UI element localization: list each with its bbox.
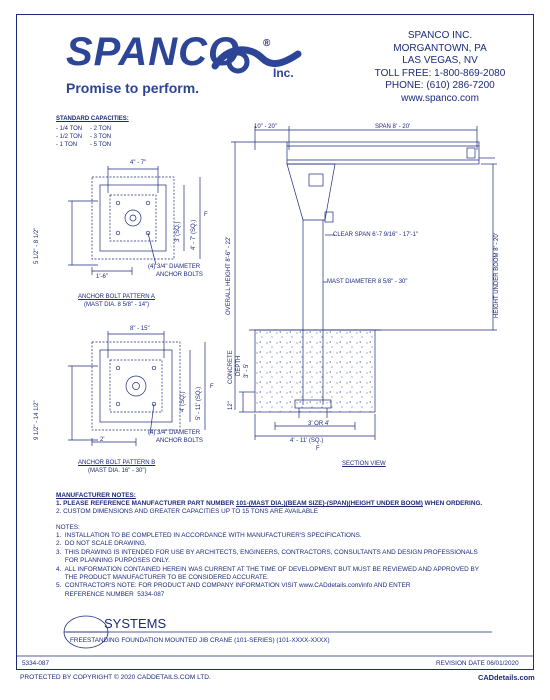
capacity-row <box>56 125 120 133</box>
section-depth: DEPTH <box>236 355 242 376</box>
company-tollfree: TOLL FREE: 1-800-869-2080 <box>374 67 506 79</box>
note-line: 4. ALL INFORMATION CONTAINED HEREIN WAS CURRENT AT THE TIME OF DEVELOPMENT BUT MUST BE REVIEWED AND APPROVED BY <box>56 565 480 573</box>
notes-list <box>56 532 479 599</box>
company-phone: PHONE: (610) 286-7200 <box>385 80 495 92</box>
manufacturer-note-1-b: 101-(MAST DIA.)(BEAM SIZE)-(SPAN)(HEIGHT UNDER BOOM) <box>235 500 423 507</box>
title-systems: SYSTEMS <box>104 616 167 631</box>
section-height-under-boom: HEIGHT UNDER BOOM 8' - 20' <box>494 233 500 318</box>
section-clear-span: CLEAR SPAN 6'-7 9/16" - 17'-1" <box>333 232 419 238</box>
note-line: 2. DO NOT SCALE DRAWING. <box>56 540 147 548</box>
capacity-cell: - 1/2 TON <box>56 134 83 140</box>
pattern-a-bolts: (4) 3/4" DIAMETER <box>148 264 201 270</box>
capacity-cell: - 3 TON <box>90 134 112 140</box>
pattern-b-dim-bottom: 2' <box>100 437 105 443</box>
section-label-f: F <box>316 446 320 452</box>
pattern-b-bolts: (4) 3/4" DIAMETER <box>148 430 201 436</box>
pattern-a-dim-bottom: 1'-6" <box>96 274 108 280</box>
pattern-a-dim-left: 5 1/2" - 8 1/2" <box>34 227 40 264</box>
section-concrete: CONCRETE <box>228 350 234 384</box>
title-description: FREESTANDING FOUNDATION MOUNTED JIB CRANE (101-SERIES) (101-XXXX-XXXX) <box>70 637 330 644</box>
section-dim-base: 4' - 11' (SQ.) <box>290 438 324 444</box>
title-revision: REVISION DATE 06/01/2020 <box>436 660 519 667</box>
notes-title: NOTES: <box>56 524 80 531</box>
capacities-title: STANDARD CAPACITIES: <box>56 116 129 122</box>
note-line: 5. CONTRACTOR'S NOTE: FOR PRODUCT AND COMPANY INFORMATION VISIT www.CADdetails.com/info AND ENTER <box>56 582 411 590</box>
section-overall-height: OVERALL HEIGHT 8'-6" - 22' <box>226 236 232 315</box>
note-line: 1. INSTALLATION TO BE COMPLETED IN ACCORDANCE WITH MANUFACTURER'S SPECIFICATIONS. <box>56 532 362 539</box>
capacity-cell: - 2 TON <box>90 126 112 132</box>
pattern-b-label-f: F <box>210 384 214 390</box>
footer-copyright: PROTECTED BY COPYRIGHT © 2020 CADDETAILS.COM LTD. <box>20 674 211 681</box>
section-depth-value: 3' - 5' <box>244 363 250 378</box>
section-mast-dia: MAST DIAMETER 8 5/8" - 30" <box>327 279 408 285</box>
pattern-a-dim-sq-outer: 4' - 7' (SQ.) <box>191 219 197 250</box>
capacity-cell: - 1 TON <box>56 142 78 148</box>
section-dim-span: SPAN 8' - 20' <box>375 124 411 130</box>
section-dim-3or4: 3' OR 4' <box>308 421 330 427</box>
anchor-bolt-pattern-b-drawing <box>50 330 230 460</box>
pattern-a-label-f: F <box>204 212 208 218</box>
logo-registered-mark: ® <box>263 38 271 49</box>
pattern-b-dim-sq-outer: 5' - 11' (SQ.) <box>196 386 202 420</box>
manufacturer-notes-title: MANUFACTURER NOTES: <box>56 492 136 499</box>
capacity-cell: - 1/4 TON <box>56 126 83 132</box>
pattern-b-dim-top: 8" - 15" <box>130 326 150 332</box>
manufacturer-note-2: 2. CUSTOM DIMENSIONS AND GREATER CAPACITIES UP TO 15 TONS ARE AVAILABLE <box>56 508 318 515</box>
pattern-b-title: ANCHOR BOLT PATTERN B <box>78 460 156 466</box>
company-info <box>360 30 520 106</box>
note-line: FOR PLANNING PURPOSES ONLY. <box>56 557 170 565</box>
company-website[interactable]: www.spanco.com <box>401 92 479 104</box>
section-dim-12: 12" <box>228 401 234 410</box>
pattern-b-dim-sq: 4' (SQ.) <box>180 391 186 412</box>
note-line: REFERENCE NUMBER 5334-087 <box>56 590 165 598</box>
company-city-1: MORGANTOWN, PA <box>393 42 487 54</box>
anchor-bolt-pattern-a-drawing <box>50 165 230 315</box>
capacities-list <box>56 125 120 149</box>
pattern-a-title: ANCHOR BOLT PATTERN A <box>78 294 155 300</box>
pattern-b-bolts-2: ANCHOR BOLTS <box>156 438 203 444</box>
section-dim-overhang: 10" - 20" <box>254 124 277 130</box>
logo-inc: Inc. <box>273 66 294 80</box>
pattern-a-dim-sq: 3' (SQ.) <box>175 221 181 242</box>
company-name: SPANCO INC. <box>407 30 473 41</box>
company-city-2: LAS VEGAS, NV <box>402 55 478 67</box>
section-title: SECTION VIEW <box>342 461 386 467</box>
logo-tagline: Promise to perform. <box>66 80 200 96</box>
capacity-row <box>56 141 120 149</box>
pattern-a-dim-top: 4" - 7" <box>130 160 147 166</box>
logo-wordmark: SPANCO <box>66 30 241 74</box>
manufacturer-note-1-c: WHEN ORDERING. <box>424 500 483 507</box>
manufacturer-note-1-a: 1. PLEASE REFERENCE MANUFACTURER PART NUMBER <box>56 500 235 507</box>
pattern-b-sub: (MAST DIA. 16" - 30") <box>88 468 147 474</box>
pattern-a-bolts-2: ANCHOR BOLTS <box>156 272 203 278</box>
capacity-cell: - 5 TON <box>90 142 112 148</box>
note-line: 3. THIS DRAWING IS INTENDED FOR USE BY ARCHITECTS, ENGINEERS, CONTRACTORS, CONSULTANTS AND DESIGN PROFESSIONALS <box>56 548 478 556</box>
footer-brand[interactable]: CADdetails.com <box>478 673 535 682</box>
pattern-a-sub: (MAST DIA. 8 5/8" - 14") <box>84 302 150 308</box>
pattern-b-dim-left: 9 1/2" - 14 1/2" <box>34 400 40 440</box>
section-view-drawing <box>225 120 525 465</box>
capacity-row <box>56 133 120 141</box>
note-line: THE PRODUCT MANUFACTURER TO BE CONSIDERED ACCURATE. <box>56 574 269 582</box>
title-ref: 5334-087 <box>22 660 50 667</box>
